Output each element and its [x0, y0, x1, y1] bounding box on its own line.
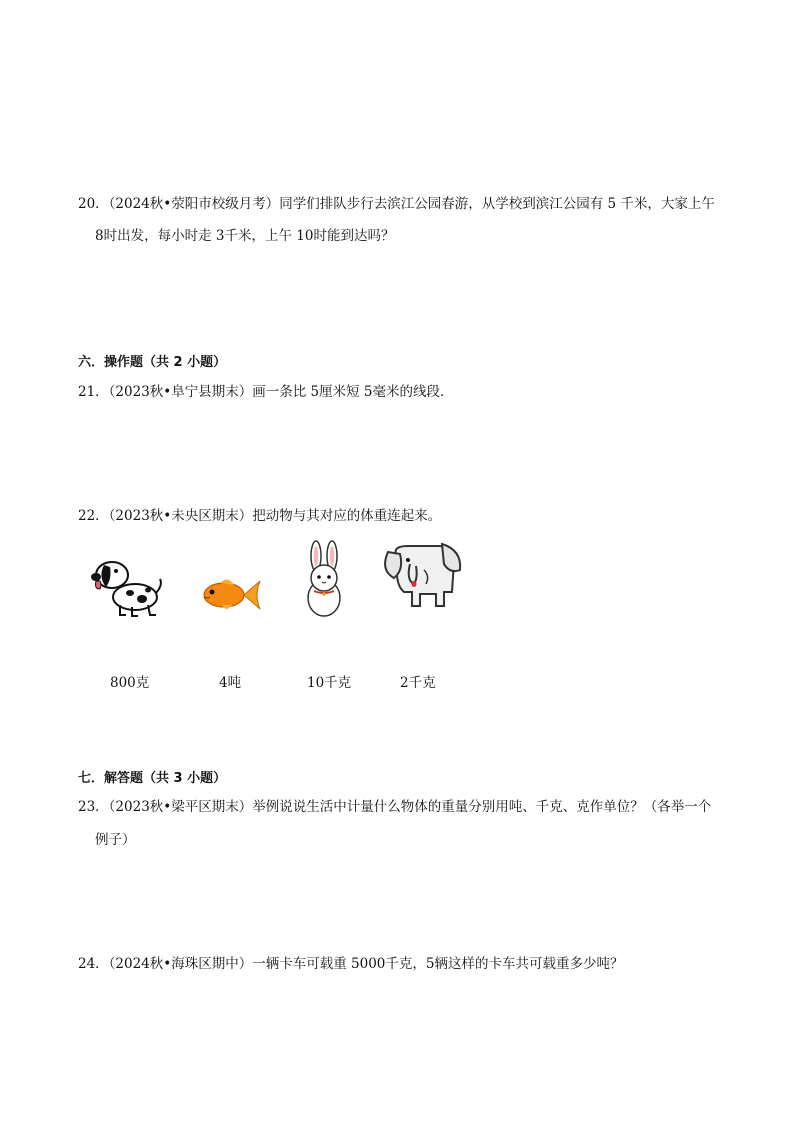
question-20-line2: 8时出发，每小时走 3千米，上午 10时能到达吗？ [95, 228, 395, 244]
question-23-line1: 23．（2023秋•梁平区期末）举例说说生活中计量什么物体的重量分别用吨、千克、克作单位？（各举一个 [78, 799, 712, 815]
section-heading-operation: 六．操作题（共 2 小题） [78, 355, 227, 370]
question-20-line1: 20．（2024秋•荥阳市校级月考）同学们排队步行去滨江公园春游，从学校到滨江公园有 5 千米，大家上午 [78, 196, 715, 212]
rabbit-icon [300, 540, 348, 620]
weight-option: 10千克 [307, 675, 352, 691]
question-23-line2: 例子） [95, 832, 136, 848]
elephant-icon [380, 540, 465, 615]
question-24: 24．（2024秋•海珠区期中）一辆卡车可载重 5000千克，5辆这样的卡车共可载重多少吨？ [78, 956, 624, 972]
section-heading-answer: 七．解答题（共 3 小题） [78, 771, 227, 786]
weight-option: 4吨 [219, 675, 242, 691]
weight-option: 2千克 [400, 675, 436, 691]
question-21: 21．（2023秋•阜宁县期末）画一条比 5厘米短 5毫米的线段． [78, 384, 454, 400]
goldfish-icon [200, 575, 262, 615]
question-22: 22．（2023秋•未央区期末）把动物与其对应的体重连起来。 [78, 508, 442, 524]
weight-option: 800克 [110, 675, 150, 691]
dog-icon [90, 555, 165, 620]
